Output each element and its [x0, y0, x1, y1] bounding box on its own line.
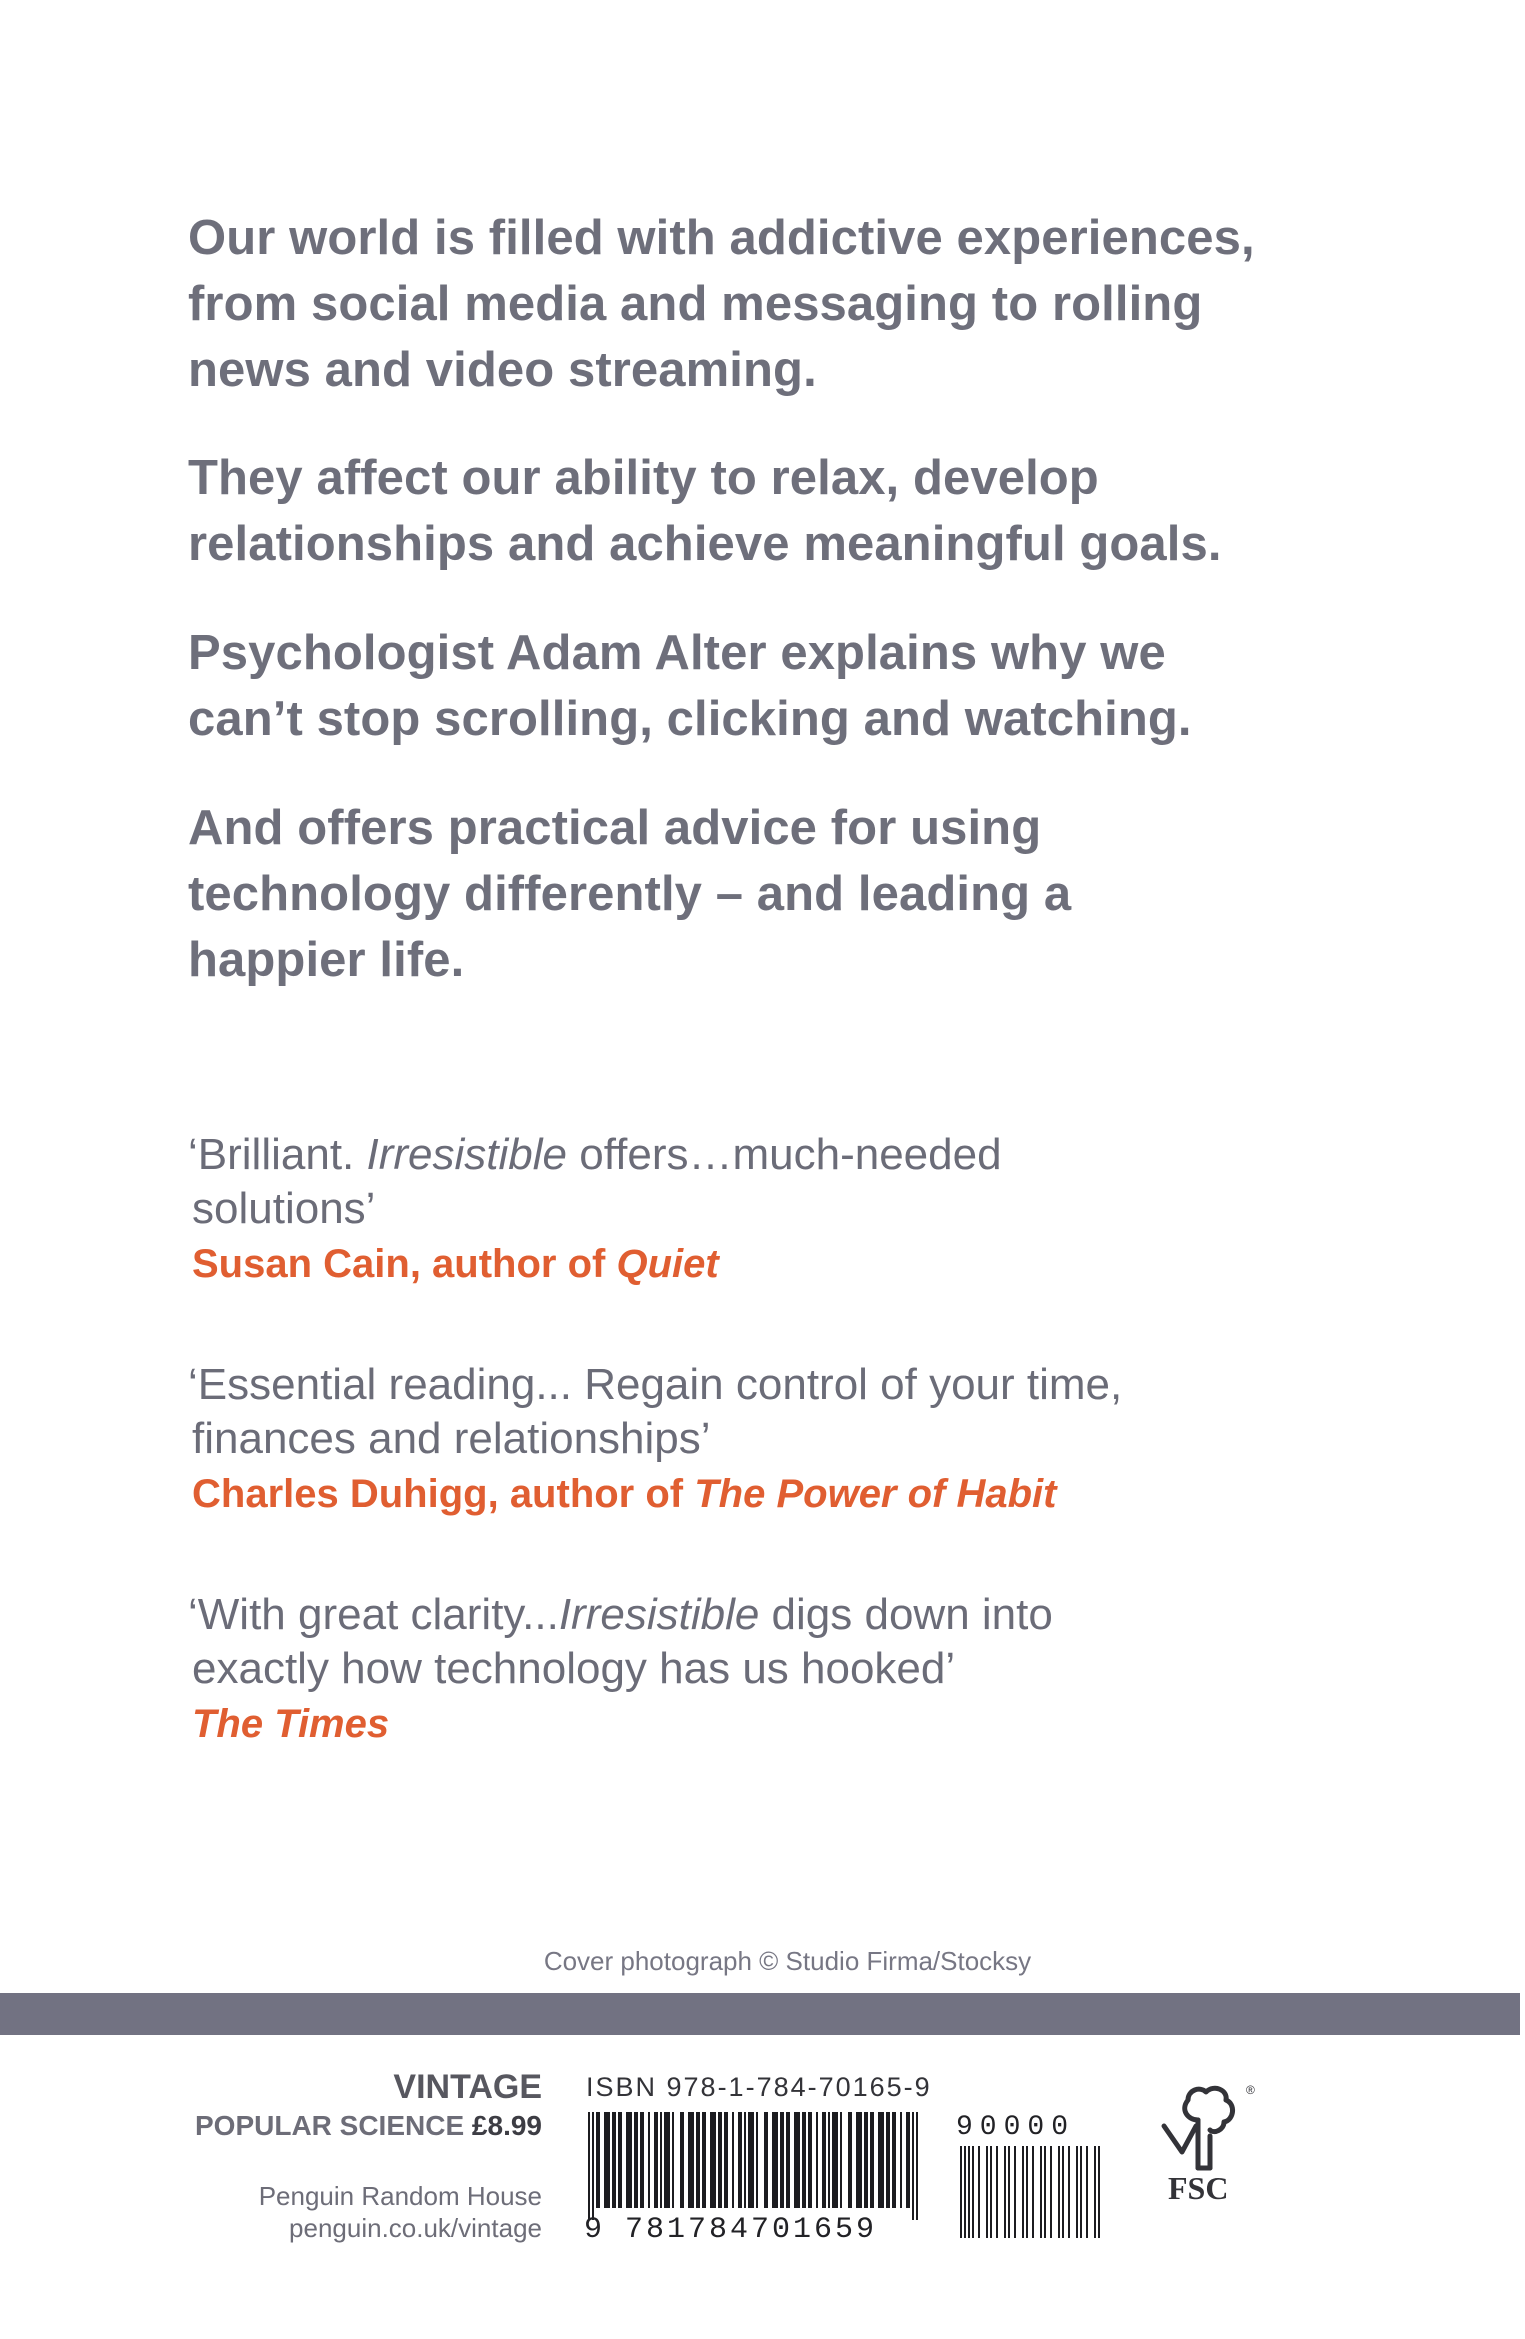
publisher-url: penguin.co.uk/vintage	[289, 2213, 542, 2243]
barcode-bar	[864, 2112, 868, 2208]
book-title-emphasis: Irresistible	[366, 1130, 567, 1179]
barcode-bar	[710, 2112, 716, 2208]
price-label: £8.99	[471, 2110, 542, 2141]
barcode-bar	[672, 2112, 674, 2208]
barcode-bar	[1094, 2146, 1096, 2238]
barcode-bar	[1026, 2146, 1028, 2238]
quote-attribution: Charles Duhigg, author of The Power of Habit	[192, 1472, 1057, 1516]
barcode-digits	[584, 2213, 877, 2247]
blurb-paragraph-4	[188, 795, 1368, 993]
barcode-bar	[592, 2112, 594, 2220]
barcode-bar	[816, 2112, 818, 2208]
blurb-line: Psychologist Adam Alter explains why we	[188, 626, 1166, 680]
quote-attribution: Susan Cain, author of Quiet	[192, 1242, 719, 1286]
quote-text: ‘With great clarity...Irresistible digs down into	[188, 1590, 1053, 1639]
publisher-name: Penguin Random House	[258, 2181, 542, 2211]
barcode-bar	[724, 2112, 728, 2208]
blurb-line: news and video streaming.	[188, 343, 817, 397]
barcode-bar	[626, 2112, 632, 2208]
fsc-logo	[1152, 2080, 1262, 2177]
barcode-bar	[1040, 2146, 1042, 2238]
barcode-lead-digit: 9	[584, 2213, 606, 2247]
barcode-bar	[688, 2112, 694, 2208]
divider-band	[0, 1993, 1520, 2035]
barcode-bar	[756, 2112, 758, 2208]
blurb-line: happier life.	[188, 933, 465, 987]
fsc-label: FSC	[1168, 2170, 1229, 2206]
barcode-bar	[696, 2112, 700, 2208]
barcode-bar	[808, 2112, 812, 2208]
barcode-bar	[916, 2112, 918, 2220]
barcode-bar	[1058, 2146, 1060, 2238]
barcode-bar	[1062, 2146, 1064, 2238]
barcode-bar	[848, 2112, 852, 2208]
blurb-paragraph-2	[188, 445, 1368, 577]
barcode-bar	[840, 2112, 842, 2208]
barcode-bar	[986, 2146, 988, 2238]
barcode-bar	[828, 2112, 830, 2208]
barcode-bar	[964, 2146, 966, 2238]
blurb-line: They affect our ability to relax, develop	[188, 451, 1099, 505]
barcode-bar	[732, 2112, 734, 2208]
quote-text-line: finances and relationships’	[192, 1414, 711, 1463]
price-code-digits: 90000	[956, 2112, 1076, 2143]
blurb-line: technology differently – and leading a	[188, 867, 1072, 921]
barcode-bar	[1004, 2146, 1006, 2238]
registered-mark: ®	[1246, 2083, 1255, 2097]
cover-photo-credit: Cover photograph © Studio Firma/Stocksy	[543, 1946, 1032, 1976]
barcode-graphic	[584, 2112, 924, 2228]
barcode-bar	[680, 2112, 684, 2208]
barcode-bar	[1098, 2146, 1100, 2238]
barcode-bar	[878, 2112, 884, 2208]
barcode-bar	[1008, 2146, 1010, 2238]
barcode-bar	[822, 2112, 826, 2208]
barcode-bar	[738, 2112, 742, 2208]
barcode-bar	[960, 2146, 962, 2238]
quote-text: ‘Essential reading... Regain control of your time,	[188, 1360, 1123, 1409]
barcode-bar	[886, 2112, 890, 2208]
publisher-block	[259, 2180, 542, 2244]
barcode-bar	[664, 2112, 670, 2208]
barcode-bar	[978, 2146, 980, 2238]
barcode-bar	[654, 2112, 658, 2208]
blurb-line: relationships and achieve meaningful goals.	[188, 517, 1222, 571]
blurb-line: And offers practical advice for using	[188, 801, 1042, 855]
book-title-emphasis: Irresistible	[558, 1590, 760, 1639]
barcode-bar	[1076, 2146, 1078, 2238]
blurb-line: can’t stop scrolling, clicking and watching.	[188, 692, 1192, 746]
barcode-bar	[870, 2112, 874, 2208]
barcode-bar	[618, 2112, 622, 2208]
barcode-bar	[1032, 2146, 1034, 2238]
addon-barcode	[956, 2146, 1106, 2251]
barcode-bar	[634, 2112, 638, 2208]
blurb-paragraph-1	[188, 205, 1368, 403]
barcode-bar	[856, 2112, 862, 2208]
barcode-bar	[748, 2112, 754, 2208]
barcode-bar	[596, 2112, 600, 2208]
barcode-bar	[1014, 2146, 1016, 2238]
review-quote-3	[188, 1588, 1388, 1752]
quote-text: ‘Brilliant. Irresistible offers…much-needed	[188, 1130, 1002, 1179]
barcode-bar	[640, 2112, 644, 2208]
category-price	[195, 2106, 542, 2146]
barcode-bar	[588, 2112, 590, 2220]
quote-attribution: The Times	[192, 1702, 390, 1746]
barcode-bar	[612, 2112, 616, 2208]
barcode-bar	[764, 2112, 768, 2208]
barcode-bar	[794, 2112, 800, 2208]
barcode-bar	[1080, 2146, 1082, 2238]
barcode-bar	[802, 2112, 806, 2208]
barcode-bar	[906, 2112, 910, 2208]
category-label: POPULAR SCIENCE	[194, 2110, 465, 2141]
barcode-bar	[780, 2112, 784, 2208]
barcode-bar	[912, 2112, 914, 2220]
barcode-bar	[660, 2112, 662, 2208]
imprint-brand: VINTAGE	[393, 2068, 542, 2106]
barcode-bar	[968, 2146, 970, 2238]
review-quote-1	[188, 1128, 1388, 1292]
fsc-tree-icon	[1152, 2080, 1262, 2172]
barcode-bar	[718, 2112, 722, 2208]
barcode-bar	[990, 2146, 992, 2238]
quote-text-line: exactly how technology has us hooked’	[192, 1644, 956, 1693]
barcode-bar	[996, 2146, 998, 2238]
barcode-bar	[1086, 2146, 1088, 2238]
barcode-bar	[702, 2112, 706, 2208]
barcode-bar	[832, 2112, 838, 2208]
blurb-line: Our world is filled with addictive experiences,	[188, 211, 1255, 265]
barcode-bar	[972, 2146, 974, 2238]
barcode-bar	[772, 2112, 778, 2208]
barcode-bar	[892, 2112, 896, 2208]
barcode-bar	[1050, 2146, 1052, 2238]
barcode-bar	[1068, 2146, 1070, 2238]
imprint-block	[195, 2068, 542, 2146]
barcode-bar	[900, 2112, 902, 2208]
barcode-bar	[1022, 2146, 1024, 2238]
blurb-line: from social media and messaging to rolling	[188, 277, 1203, 331]
addon-barcode-graphic	[956, 2146, 1106, 2246]
review-quote-2	[188, 1358, 1388, 1522]
barcode-bar	[604, 2112, 610, 2208]
barcode-bar	[744, 2112, 746, 2208]
quote-text-line: solutions’	[192, 1184, 376, 1233]
blurb-paragraph-3	[188, 620, 1368, 752]
barcode-bar	[1044, 2146, 1046, 2238]
barcode-bar	[648, 2112, 650, 2208]
barcode-number: 781784701659	[625, 2213, 878, 2247]
barcode-bar	[786, 2112, 790, 2208]
isbn-label: ISBN 978-1-784-70165-9	[586, 2072, 932, 2102]
